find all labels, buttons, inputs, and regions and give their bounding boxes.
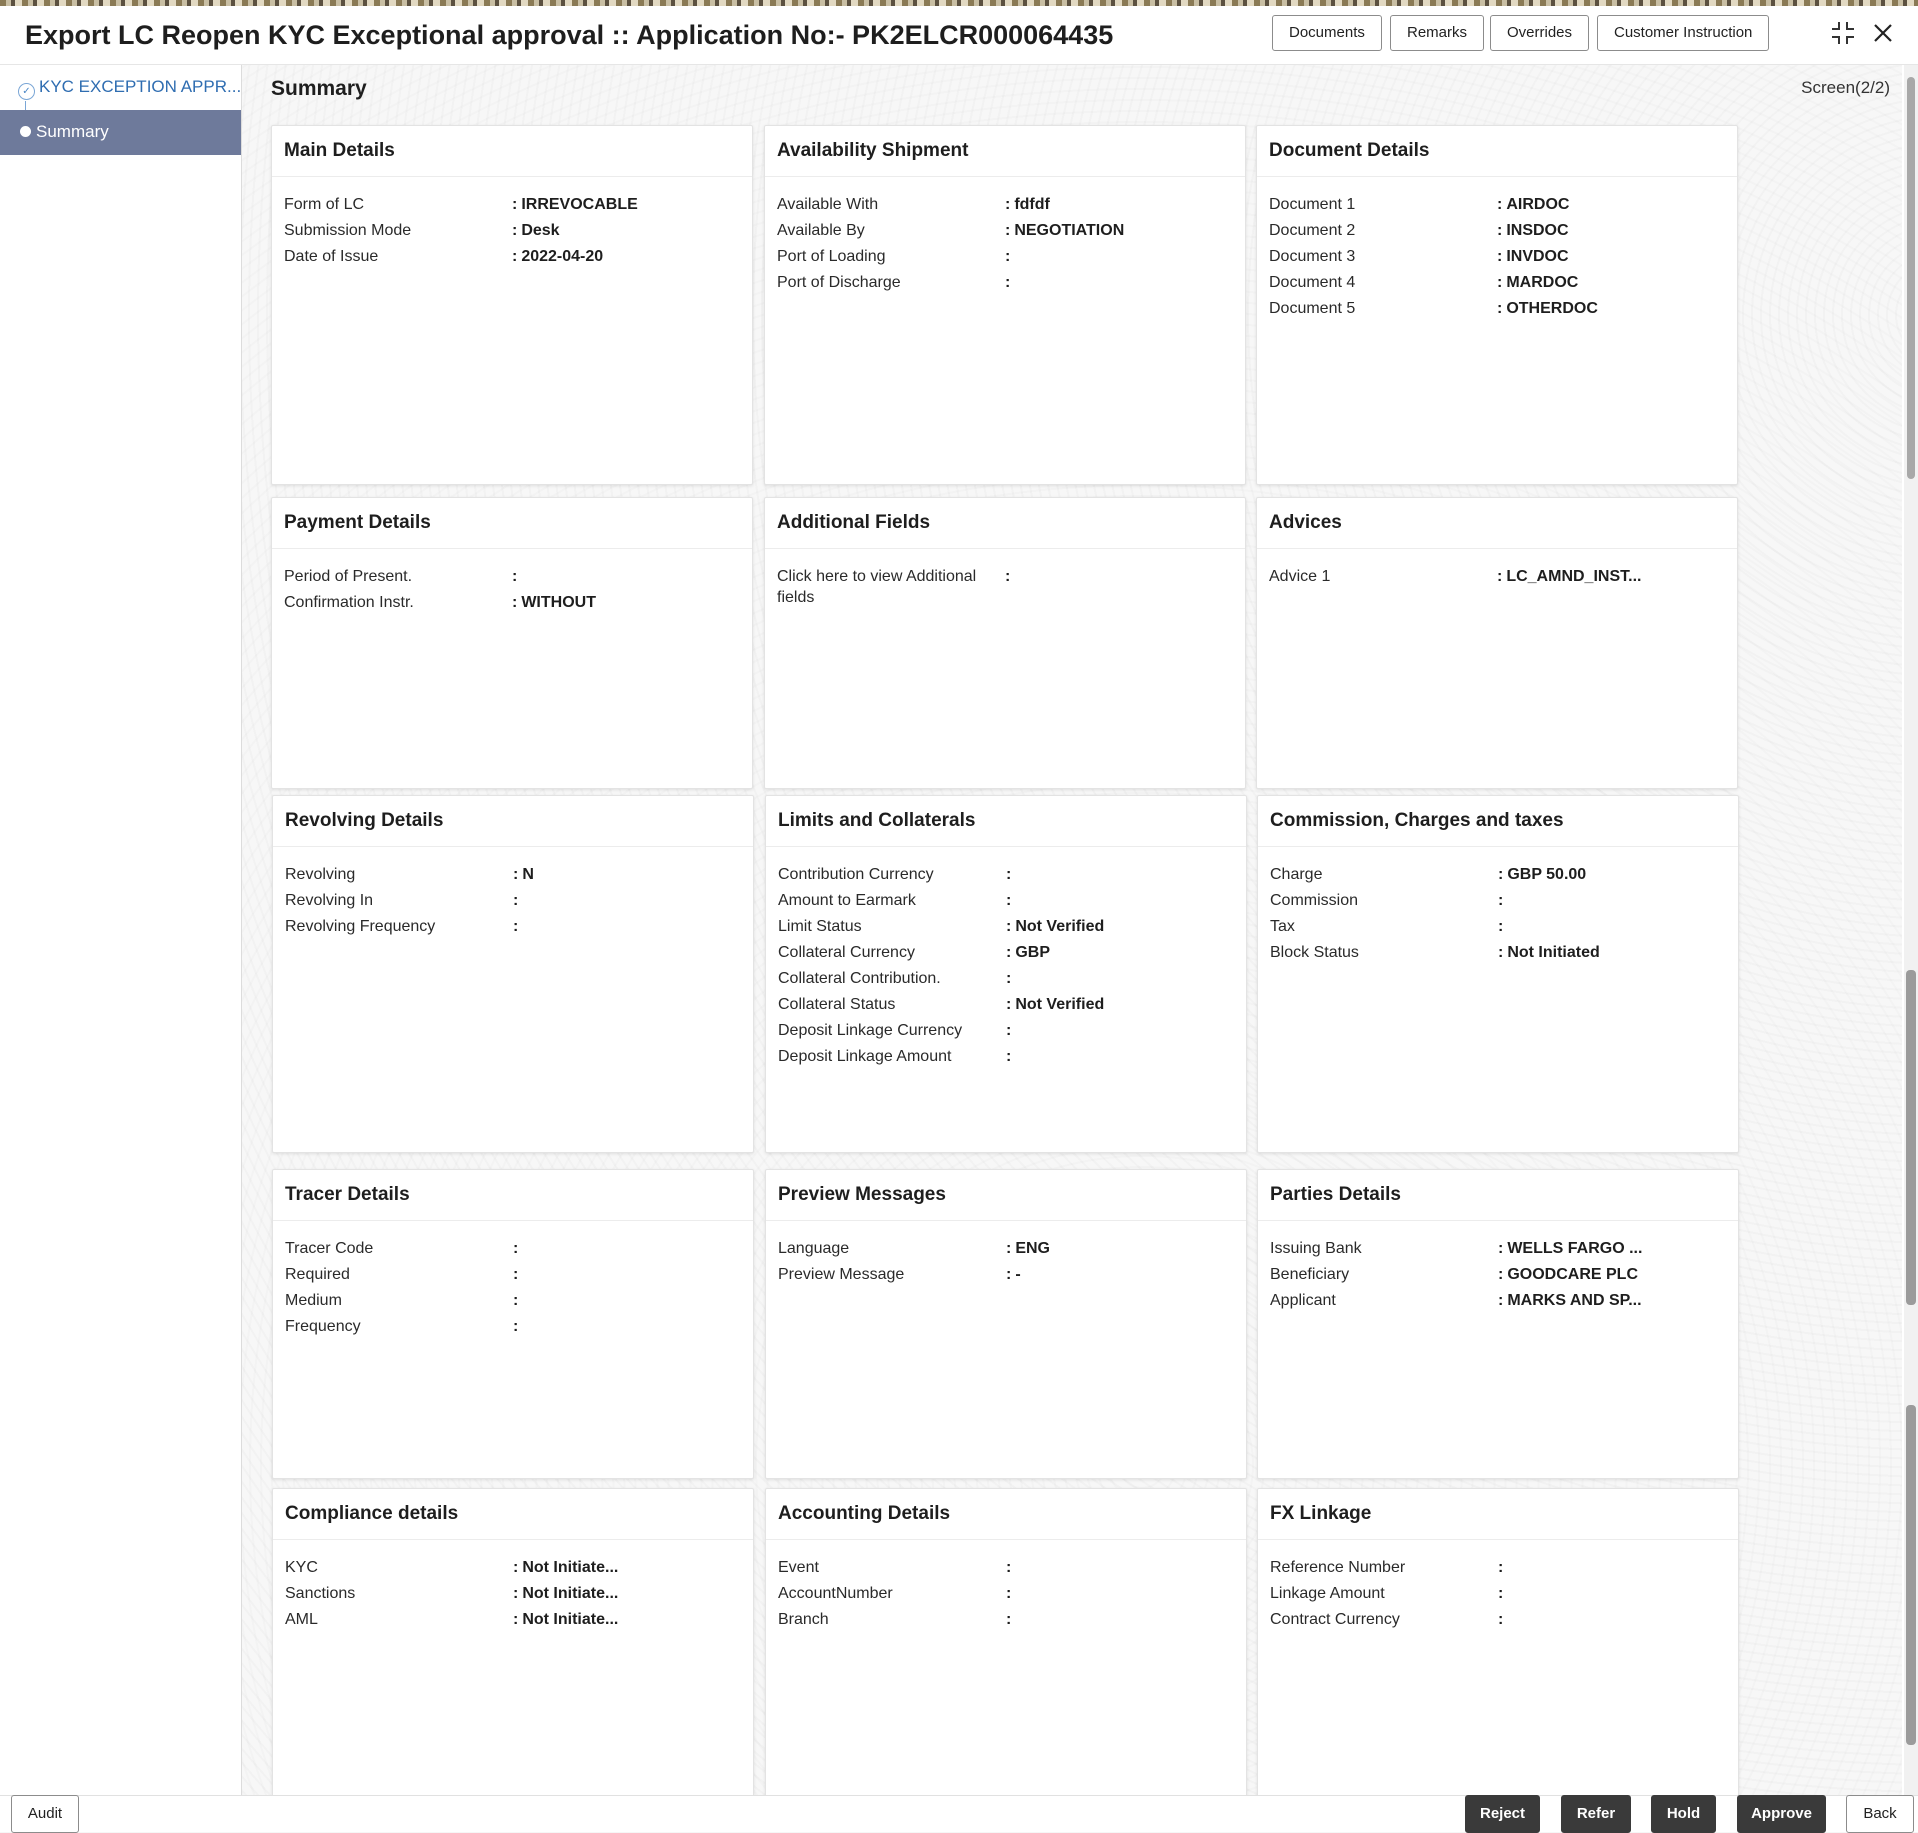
sidebar-item-label: KYC EXCEPTION APPR... [39,77,242,96]
field-value-text: Not Verified [1015,996,1105,1013]
field-value [1005,220,1124,241]
field-value [1006,1020,1015,1041]
field-value-text: Not Initiate... [522,1585,619,1602]
card-rows [1258,847,1738,968]
field-separator: : [513,866,519,883]
card-title: Accounting Details [766,1489,1246,1540]
field-separator: : [1498,892,1504,909]
field-label: Issuing Bank [1270,1240,1362,1257]
field-row [285,916,741,942]
field-label: Tax [1270,918,1295,935]
sidebar-item-label: Summary [36,122,109,141]
field-label: Form of LC [284,196,365,213]
field-separator: : [1006,1559,1012,1576]
field-row [1270,1557,1726,1583]
field-label: Confirmation Instr. [284,594,414,611]
page-title: Export LC Reopen KYC Exceptional approval :: Application No:- PK2ELCR000064435 [25,20,1114,50]
field-label: Document 5 [1269,300,1356,317]
field-label: Document 3 [1269,248,1356,265]
section-title: Summary [271,77,367,100]
field-value [512,220,560,241]
audit-button[interactable]: Audit [11,1795,79,1833]
field-row [285,1583,741,1609]
field-separator: : [1005,248,1011,265]
card-title: Payment Details [272,498,752,549]
card-rows [766,1540,1246,1635]
card-rows [273,1540,753,1635]
field-label: Preview Message [778,1266,905,1283]
field-label: AccountNumber [778,1585,893,1602]
card-rows [273,847,753,942]
field-separator: : [1497,568,1503,585]
field-value-text: OTHERDOC [1506,300,1598,317]
field-label: Required [285,1266,350,1283]
footer [0,1795,1918,1832]
card-title: Parties Details [1258,1170,1738,1221]
field-row [778,890,1234,916]
field-row [778,968,1234,994]
field-row [778,916,1234,942]
remarks-button[interactable]: Remarks [1390,15,1484,51]
field-separator: : [1497,248,1503,265]
card-title: Document Details [1257,126,1737,177]
card-main-details [271,125,753,485]
field-separator: : [1006,918,1012,935]
field-value-text: 2022-04-20 [521,248,604,265]
field-label: Available With [777,196,879,213]
field-separator: : [1498,944,1504,961]
field-row [285,1264,741,1290]
field-value [513,1557,618,1578]
field-row [1270,890,1726,916]
field-label: Document 1 [1269,196,1356,213]
documents-button[interactable]: Documents [1272,15,1382,51]
field-label: Contract Currency [1270,1611,1400,1628]
field-value [1006,1609,1015,1630]
field-row [284,194,740,220]
field-label: Deposit Linkage Currency [778,1022,963,1039]
field-value [513,1290,522,1311]
card-advices [1256,497,1738,789]
field-label: AML [285,1611,318,1628]
field-label: Limit Status [778,918,862,935]
field-row [1270,864,1726,890]
field-separator: : [1006,866,1012,883]
card-additional-fields [764,497,1246,789]
card-title: Availability Shipment [765,126,1245,177]
field-separator: : [1498,1585,1504,1602]
field-row [285,1238,741,1264]
field-label: Advice 1 [1269,568,1331,585]
field-row [1269,220,1725,246]
field-label: Collateral Contribution. [778,970,941,987]
field-label: Branch [778,1611,829,1628]
field-value [512,592,596,613]
field-label: Language [778,1240,850,1257]
field-value [1498,1238,1642,1259]
field-separator: : [1498,1240,1504,1257]
field-separator: : [1498,918,1504,935]
card-title: Commission, Charges and taxes [1258,796,1738,847]
field-separator: : [1497,196,1503,213]
field-value-text: Not Initiate... [522,1611,619,1628]
field-row [285,1609,741,1635]
field-value [1006,890,1015,911]
field-separator: : [513,1318,519,1335]
field-separator: : [1498,1611,1504,1628]
field-value [513,1609,618,1630]
scrollbar-thumb-tertiary[interactable] [1906,1405,1916,1745]
field-value [513,1583,618,1604]
field-label: Applicant [1270,1292,1336,1309]
card-fx-linkage [1257,1488,1739,1800]
field-row [1270,1583,1726,1609]
field-value [512,246,603,267]
field-separator: : [1005,222,1011,239]
field-label: Contribution Currency [778,866,934,883]
field-separator: : [512,248,518,265]
field-label: Beneficiary [1270,1266,1350,1283]
card-limits-collaterals [765,795,1247,1153]
field-separator: : [1005,568,1011,585]
field-separator: : [512,568,518,585]
field-value [1006,994,1104,1015]
field-row [777,194,1233,220]
field-value [1498,1557,1507,1578]
field-row [1269,298,1725,324]
field-row [1269,194,1725,220]
field-label: Linkage Amount [1270,1585,1385,1602]
field-value-text: NEGOTIATION [1014,222,1125,239]
field-value [513,890,522,911]
card-rows [766,1221,1246,1290]
approve-button[interactable]: Approve [1737,1795,1826,1833]
field-value [1497,246,1569,267]
field-value [1006,1238,1050,1259]
field-row [778,994,1234,1020]
sidebar [0,65,242,1795]
field-value-text: MARDOC [1506,274,1579,291]
back-button[interactable]: Back [1846,1795,1914,1833]
header [0,6,1918,65]
field-value-text: - [1015,1266,1021,1283]
field-row [1269,566,1725,592]
field-label: Amount to Earmark [778,892,916,909]
field-row [285,890,741,916]
field-value [1006,1046,1015,1067]
field-separator: : [1005,196,1011,213]
field-label: Deposit Linkage Amount [778,1048,952,1065]
scrollbar-thumb-secondary[interactable] [1906,970,1916,1305]
card-commission-charges-taxes [1257,795,1739,1153]
field-value-text: GBP [1015,944,1050,961]
field-separator: : [513,1292,519,1309]
field-row [285,864,741,890]
field-label[interactable]: Click here to view Additional fields [777,568,977,606]
field-label: Available By [777,222,865,239]
field-row [777,220,1233,246]
card-title: FX Linkage [1258,1489,1738,1540]
field-row [284,566,740,592]
field-value [513,1316,522,1337]
field-value [512,194,638,215]
field-value-text: INSDOC [1506,222,1569,239]
field-row [1270,1290,1726,1316]
field-row [778,1583,1234,1609]
field-label: Submission Mode [284,222,412,239]
hold-button[interactable]: Hold [1651,1795,1716,1833]
field-value-text: LC_AMND_INST... [1506,568,1642,585]
field-label: Event [778,1559,819,1576]
field-value [513,1264,522,1285]
card-rows [766,847,1246,1072]
check-circle-icon: ✓ [18,83,35,100]
card-title: Preview Messages [766,1170,1246,1221]
card-preview-messages [765,1169,1247,1479]
field-value-text: MARKS AND SP... [1507,1292,1642,1309]
field-separator: : [513,1585,519,1602]
field-row [284,246,740,272]
card-accounting-details [765,1488,1247,1800]
field-row [285,1557,741,1583]
field-row [284,220,740,246]
field-separator: : [1006,1022,1012,1039]
field-value [1497,566,1641,587]
field-value-text: IRREVOCABLE [521,196,638,213]
field-value [1005,194,1050,215]
field-separator: : [1006,892,1012,909]
card-title: Additional Fields [765,498,1245,549]
field-row [1270,942,1726,968]
card-tracer-details [272,1169,754,1479]
field-row [778,1609,1234,1635]
field-value [1006,942,1050,963]
field-row [778,1046,1234,1072]
field-separator: : [513,892,519,909]
card-rows [765,177,1245,298]
field-value [1006,1264,1021,1285]
card-parties-details [1257,1169,1739,1479]
field-value-text: fdfdf [1014,196,1050,213]
field-value [1006,1583,1015,1604]
card-rows [272,549,752,618]
field-row [1269,272,1725,298]
field-value [1498,864,1586,885]
field-value-text: GOODCARE PLC [1507,1266,1638,1283]
field-value-text: INVDOC [1506,248,1569,265]
field-separator: : [513,1611,519,1628]
field-value [1006,968,1015,989]
field-value [1006,1557,1015,1578]
card-title: Tracer Details [273,1170,753,1221]
field-row [1270,1609,1726,1635]
card-title: Main Details [272,126,752,177]
field-label: Collateral Status [778,996,896,1013]
refer-button[interactable]: Refer [1561,1795,1631,1833]
field-separator: : [1498,866,1504,883]
field-separator: : [1006,996,1012,1013]
scrollbar-thumb[interactable] [1907,77,1915,479]
card-payment-details [271,497,753,789]
field-label: KYC [285,1559,318,1576]
field-value [513,916,522,937]
field-separator: : [513,1559,519,1576]
field-value [513,1238,522,1259]
card-rows [1258,1540,1738,1635]
field-separator: : [1497,222,1503,239]
field-separator: : [1006,1585,1012,1602]
card-rows [1258,1221,1738,1316]
field-label: Medium [285,1292,342,1309]
field-separator: : [1497,274,1503,291]
card-rows [273,1221,753,1342]
field-separator: : [1498,1559,1504,1576]
field-label: Revolving [285,866,356,883]
card-title: Revolving Details [273,796,753,847]
field-label: Document 4 [1269,274,1356,291]
field-value-text: GBP 50.00 [1507,866,1587,883]
card-rows [1257,177,1737,324]
field-separator: : [1005,274,1011,291]
field-label: Sanctions [285,1585,356,1602]
field-row [778,1264,1234,1290]
field-row [1270,1264,1726,1290]
field-value [513,864,534,885]
field-value [1005,272,1014,293]
customer-instruction-button[interactable]: Customer Instruction [1597,15,1769,51]
field-value-text: Not Verified [1015,918,1105,935]
field-row [285,1316,741,1342]
sidebar-item-kyc-exception[interactable] [18,77,241,100]
card-rows [1257,549,1737,592]
card-document-details [1256,125,1738,485]
field-value [512,566,521,587]
field-value-text: N [522,866,534,883]
field-row [778,942,1234,968]
card-rows [765,549,1245,610]
field-separator: : [1006,944,1012,961]
field-value-text: AIRDOC [1506,196,1570,213]
field-value [1498,916,1507,937]
field-separator: : [512,222,518,239]
field-value [1498,1583,1507,1604]
field-value [1497,194,1569,215]
field-label: Commission [1270,892,1359,909]
field-row [777,246,1233,272]
active-dot-icon [20,126,31,137]
field-label: Tracer Code [285,1240,374,1257]
field-value-text: Not Initiated [1507,944,1600,961]
field-label: Revolving Frequency [285,918,436,935]
field-separator: : [1497,300,1503,317]
field-value-text: WELLS FARGO ... [1507,1240,1643,1257]
card-title: Advices [1257,498,1737,549]
field-row [778,1020,1234,1046]
field-separator: : [513,918,519,935]
field-separator: : [1006,1240,1012,1257]
overrides-button[interactable]: Overrides [1490,15,1589,51]
field-value [1006,864,1015,885]
field-row [778,1238,1234,1264]
field-label: Frequency [285,1318,361,1335]
screen-indicator: Screen(2/2) [1801,78,1890,97]
sidebar-item-summary[interactable] [0,110,241,155]
field-row [778,864,1234,890]
field-row [778,1557,1234,1583]
field-separator: : [512,594,518,611]
field-value-text: Desk [521,222,560,239]
field-value [1498,890,1507,911]
field-value-text: WITHOUT [521,594,596,611]
field-row [1270,916,1726,942]
field-value [1497,272,1578,293]
field-value [1498,1264,1638,1285]
field-label: Revolving In [285,892,374,909]
field-value [1006,916,1104,937]
main-content [242,65,1902,1795]
field-row [777,272,1233,298]
field-row [284,592,740,618]
field-label: Port of Discharge [777,274,901,291]
field-separator: : [1498,1266,1504,1283]
field-label: Period of Present. [284,568,413,585]
field-separator: : [512,196,518,213]
field-value [1498,1609,1507,1630]
field-row [1269,246,1725,272]
card-availability-shipment [764,125,1246,485]
field-value [1498,942,1600,963]
field-separator: : [1006,1266,1012,1283]
field-label: Document 2 [1269,222,1356,239]
field-separator: : [1006,970,1012,987]
card-title: Compliance details [273,1489,753,1540]
field-row [285,1290,741,1316]
field-label: Date of Issue [284,248,379,265]
field-separator: : [513,1266,519,1283]
field-separator: : [1498,1292,1504,1309]
field-value-text: ENG [1015,1240,1050,1257]
field-label: Port of Loading [777,248,886,265]
card-revolving-details [272,795,754,1153]
field-value [1005,246,1014,267]
card-rows [272,177,752,272]
field-value [1005,566,1014,587]
field-value-text: Not Initiate... [522,1559,619,1576]
close-icon[interactable] [1868,20,1898,50]
field-label: Block Status [1270,944,1359,961]
reject-button[interactable]: Reject [1465,1795,1540,1833]
field-label: Collateral Currency [778,944,915,961]
field-value [1498,1290,1642,1311]
field-value [1497,298,1598,319]
field-label: Reference Number [1270,1559,1406,1576]
card-compliance-details [272,1488,754,1800]
card-title: Limits and Collaterals [766,796,1246,847]
field-row [1270,1238,1726,1264]
collapse-icon[interactable] [1828,20,1858,50]
field-separator: : [1006,1048,1012,1065]
field-value [1497,220,1569,241]
field-label: Charge [1270,866,1323,883]
field-separator: : [513,1240,519,1257]
field-row [777,566,1233,610]
field-separator: : [1006,1611,1012,1628]
